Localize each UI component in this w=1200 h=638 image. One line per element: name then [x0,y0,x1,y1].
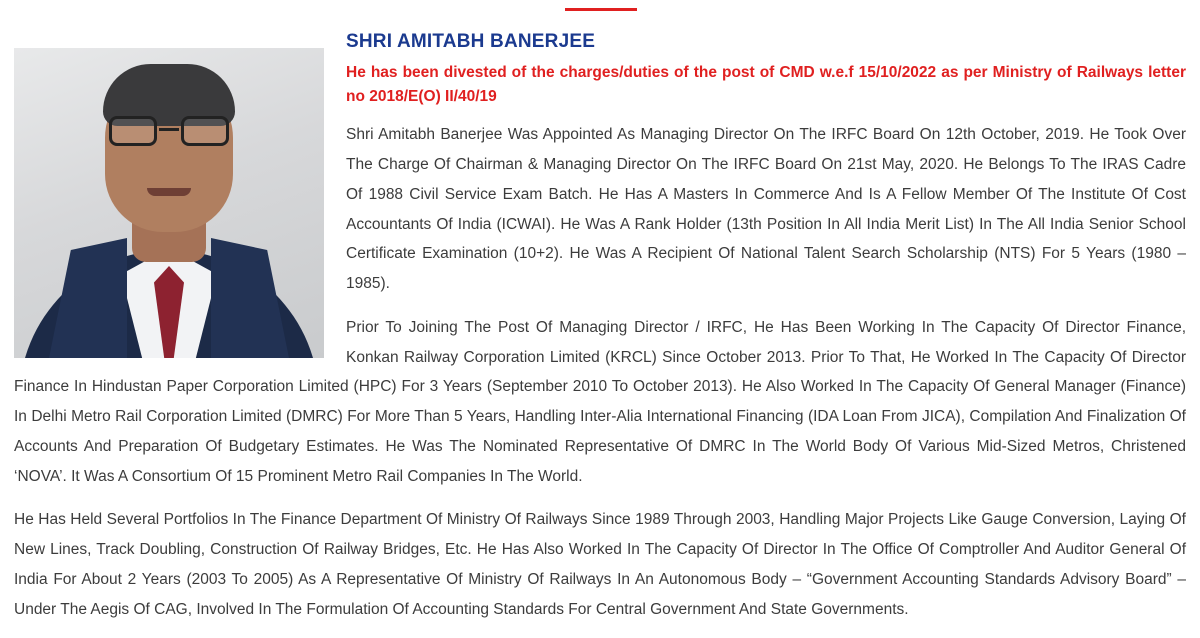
profile-photo [14,48,324,358]
top-accent-bar-container [0,0,1200,14]
profile-section [0,30,1200,638]
bio-paragraph-2: Prior To Joining The Post Of Managing Director / IRFC, He Has Been Working In The Capacity Of Director Finance, Konkan Railway Corporation Limited (KRCL) Since October 2013. Prior To That, He Worked In The Capacity Of Director Finance In Hindustan Paper Corporation Limited (HPC) For 3 Years (September 2010 To October 2013). He Also Worked In The Capacity Of General Manager (Finance) In Delhi Metro Rail Corporation Limited (DMRC) For More Than 5 Years, Handling Inter-Alia International Financing (IDA Loan From JICA), Compilation And Finalization Of Accounts And Preparation Of Budgetary Estimates. He Was The Nominated Representative Of DMRC In The World Body Of Various Mid-Sized Metros, Christened ‘NOVA’. It Was A Consortium Of 15 Prominent Metro Rail Companies In The World. [14,318,1186,485]
glasses-icon [109,116,229,146]
bio-paragraph-1: Shri Amitabh Banerjee Was Appointed As Managing Director On The IRFC Board On 12th October, 2019. He Took Over The Charge Of Chairman & Managing Director On The IRFC Board On 21st May, 2020. He Belongs To The IRAS Cadre Of 1988 Civil Service Exam Batch. He Has A Masters In Commerce And Is A Fellow Member Of The Institute Of Cost Accountants Of India (ICWAI). He Was A Rank Holder (13th Position In All India Merit List) In The All India Senior School Certificate Examination (10+2). He Was A Recipient Of National Talent Search Scholarship (NTS) For 5 Years (1980 – 1985). [346,126,1186,293]
photo-mouth [147,188,191,196]
divestment-notice: He has been divested of the charges/duties of the post of CMD w.e.f 15/10/2022 as per Ministry of Railways letter no 2018/E(O) II/40/19 [346,63,1186,106]
accent-divider [565,8,637,11]
glasses-lens-right [181,116,229,146]
page-title: SHRI AMITABH BANERJEE [346,31,596,52]
glasses-bridge [159,128,179,131]
bio-paragraph-3: He Has Held Several Portfolios In The Finance Department Of Ministry Of Railways Since 1989 Through 2003, Handling Major Projects Like Gauge Conversion, Laying Of New Lines, Track Doubling, Construction Of Railway Bridges, Etc. He Has Also Worked In The Capacity Of Director In The Office Of Comptroller And Auditor General Of India For About 2 Years (2003 To 2005) As A Representative Of Ministry Of Railways In An Autonomous Body – “Government Accounting Standards Advisory Board” – Under The Aegis Of CAG, Involved In The Formulation Of Accounting Standards For Central Government And State Governments. [14,511,1186,618]
glasses-lens-left [109,116,157,146]
